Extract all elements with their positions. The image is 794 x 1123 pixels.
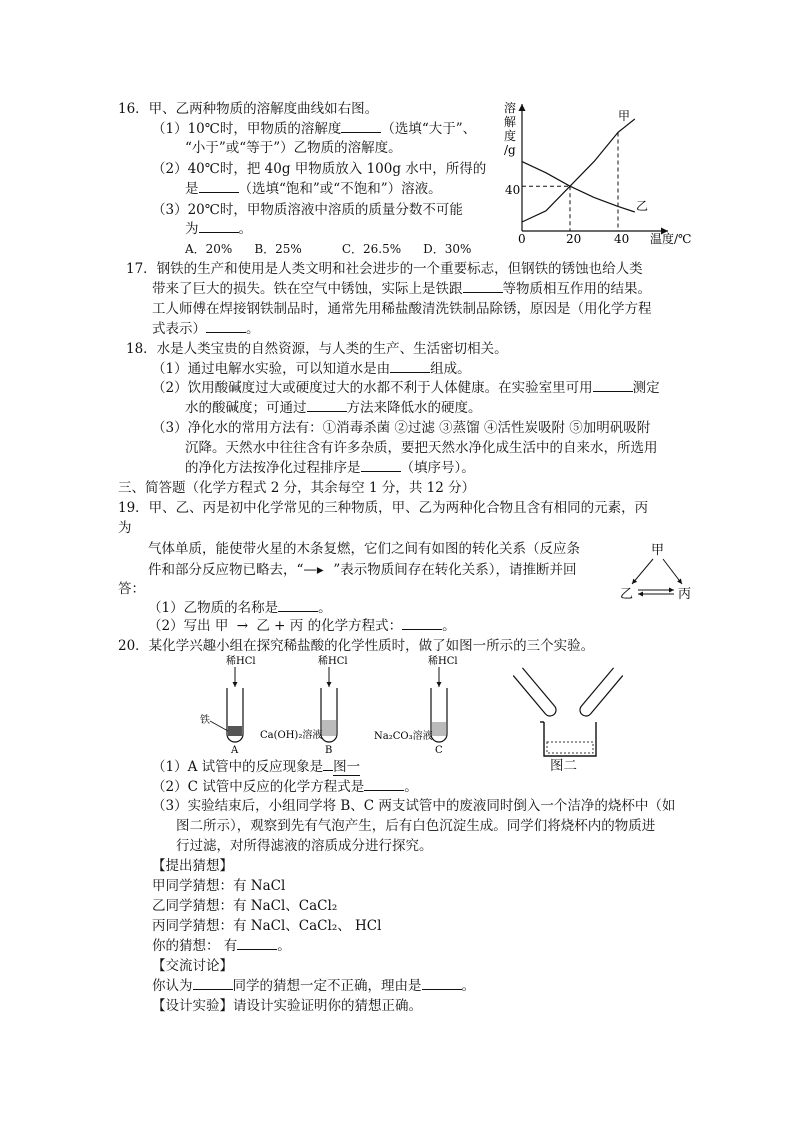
heading-design: 【设计实验】请设计实验证明你的猜想正确。 <box>152 998 422 1014</box>
answer-blank[interactable] <box>402 617 442 630</box>
q18-part2-cont: 水的酸碱度；可通过 方法来降低水的硬度。 <box>185 400 482 416</box>
guess-yi: 乙同学猜想：有 NaCl、CaCl₂ <box>152 898 338 914</box>
ylabel-char-3: 度 <box>504 129 517 143</box>
answer-blank[interactable] <box>237 937 277 950</box>
answer-blank[interactable] <box>341 120 381 133</box>
answer-blank[interactable] <box>364 778 404 791</box>
q19-line2: 为 <box>118 520 132 536</box>
tube-b-label: Ca(OH)₂溶液 <box>260 730 323 741</box>
x-tick-0: 0 <box>518 232 526 246</box>
tube-c-label: Na₂CO₃溶液 <box>374 731 433 742</box>
figure-1-caption: 图一 <box>333 759 361 775</box>
arrow-jia-yi <box>632 559 653 584</box>
figure-1-test-tubes <box>190 654 470 760</box>
answer-blank[interactable] <box>193 977 233 990</box>
section-3-heading: 三、简答题（化学方程式 2 分，其余每空 1 分，共 12 分） <box>118 480 476 496</box>
tube-a-letter: A <box>231 745 239 756</box>
ylabel-char-1: 溶 <box>504 101 517 115</box>
q17-line4: 式表示） 。 <box>152 321 260 337</box>
q20-part2: （2）C 试管中反应的化学方程式是 。 <box>152 779 418 795</box>
q16-part3: （3）20℃时，甲物质溶液中溶质的质量分数不可能 <box>152 202 463 218</box>
q19-part2: （2）写出 甲 → 乙 + 丙 的化学方程式： 。 <box>148 618 456 634</box>
series-label-jia: 甲 <box>618 109 631 123</box>
answer-blank[interactable] <box>463 280 503 293</box>
answer-blank[interactable] <box>593 379 633 392</box>
node-yi: 乙 <box>620 587 634 602</box>
q16-options <box>185 240 493 258</box>
figure-2-caption: 图二 <box>550 758 577 774</box>
xlabel: 温度/℃ <box>650 232 692 246</box>
q16-part3-cont: 为 。 <box>185 221 252 237</box>
option-b[interactable]: B．25% <box>254 242 302 256</box>
solution-b <box>322 720 336 736</box>
q16-part1-cont: “小于”或“等于”）乙物质的溶解度。 <box>185 140 402 156</box>
node-jia: 甲 <box>651 543 665 558</box>
q17-line2: 带来了巨大的损失。铁在空气中锈蚀，实际上是铁跟 等物质相互作用的结果。 <box>152 281 651 297</box>
q18-part3-cont1: 沉降。天然水中往往含有许多杂质，要把天然水净化成生活中的自来水，所选用 <box>185 440 658 456</box>
arrow-jia-bing <box>663 559 682 584</box>
q16-part2: （2）40℃时，把 40g 甲物质放入 100g 水中，所得的 <box>152 161 487 177</box>
heading-hypothesis: 【提出猜想】 <box>152 858 233 874</box>
reagent-label-a: 稀HCl <box>226 656 256 667</box>
q17-line3: 工人师傅在焊接钢铁制品时，通常先用稀盐酸清洗铁制品除锈，原因是（用化学方程 <box>152 301 652 317</box>
answer-blank[interactable] <box>199 180 239 193</box>
answer-blank[interactable] <box>199 220 239 233</box>
reagent-label-b: 稀HCl <box>318 656 348 667</box>
precipitate <box>547 742 593 753</box>
q18-stem: 18．水是人类宝贵的自然资源，与人类的生产、生活密切相关。 <box>126 341 508 357</box>
q16-stem: 16．甲、乙两种物质的溶解度曲线如右图。 <box>118 101 379 117</box>
heading-discussion: 【交流讨论】 <box>152 958 233 974</box>
guess-bing: 丙同学猜想：有 NaCl、CaCl₂、 HCl <box>152 918 382 934</box>
option-a[interactable]: A．20% <box>185 242 233 256</box>
q18-part1: （1）通过电解水实验，可以知道水是由 组成。 <box>152 361 471 377</box>
tilted-tube-right <box>578 668 623 719</box>
iron-pieces <box>228 726 242 736</box>
conversion-diagram <box>618 540 698 602</box>
series-label-yi: 乙 <box>636 199 649 213</box>
guess-yours: 你的猜想： 有 。 <box>152 938 291 954</box>
q16-part1: （1）10℃时，甲物质的溶解度 （选填“大于”、 <box>152 121 477 137</box>
q18-part2: （2）饮用酸碱度过大或硬度过大的水都不利于人体健康。在实验室里可用 测定 <box>152 380 660 396</box>
y-tick-40: 40 <box>505 183 521 197</box>
q19-line5: 答： <box>118 581 145 597</box>
q20-part3-cont1: 图二所示），观察到先有气泡产生，后有白色沉淀生成。同学们将烧杯内的物质进 <box>176 818 656 834</box>
solubility-chart <box>500 98 700 248</box>
ylabel-char-4: /g <box>504 143 516 157</box>
answer-blank[interactable] <box>307 399 347 412</box>
q20-part3: （3）实验结束后，小组同学将 B、C 两支试管中的废液同时倒入一个洁净的烧杯中（如 <box>152 798 676 814</box>
arrow-symbol: —▸ <box>303 562 324 578</box>
tube-b-letter: B <box>325 745 333 756</box>
x-tick-40: 40 <box>614 232 630 246</box>
node-bing: 丙 <box>678 587 692 602</box>
q18-part3: （3）净化水的常用方法有：①消毒杀菌 ②过滤 ③蒸馏 ④活性炭吸附 ⑤加明矾吸附 <box>152 420 651 436</box>
q20-part1: （1）A 试管中的反应现象是 图一 <box>152 759 361 775</box>
q20-part3-cont2: 行过滤，对所得滤液的溶质成分进行探究。 <box>176 838 433 854</box>
q17-line1: 17．钢铁的生产和使用是人类文明和社会进步的一个重要标志，但钢铁的锈蚀也给人类 <box>126 261 643 277</box>
option-d[interactable]: D．30% <box>423 242 472 256</box>
answer-blank[interactable] <box>278 599 318 612</box>
x-tick-20: 20 <box>566 232 582 246</box>
ylabel-char-2: 解 <box>504 115 517 129</box>
q16-part2-cont: 是 （选填“饱和”或“不饱和”）溶液。 <box>185 181 442 197</box>
q19-line1: 19．甲、乙、丙是初中化学常见的三种物质，甲、乙为两种化合物且含有相同的元素，丙 <box>118 500 649 516</box>
discussion-line: 你认为 同学的猜想一定不正确，理由是 。 <box>152 978 475 994</box>
answer-blank[interactable] <box>361 459 401 472</box>
solution-c <box>432 722 446 736</box>
guess-jia: 甲同学猜想：有 NaCl <box>152 878 286 894</box>
q19-part1: （1）乙物质的名称是 。 <box>148 600 332 616</box>
option-c[interactable]: C．26.5% <box>341 242 402 256</box>
tube-a-label: 铁 <box>200 715 210 726</box>
tilted-tube-left <box>513 668 558 719</box>
q19-line3: 气体单质，能使带火星的木条复燃，它们之间有如图的转化关系（反应条 <box>148 541 580 557</box>
reagent-label-c: 稀HCl <box>428 656 458 667</box>
tube-c-letter: C <box>435 745 443 756</box>
answer-blank[interactable] <box>422 977 462 990</box>
q18-part3-cont2: 的净化方法按净化过程排序是 （填序号）。 <box>185 460 475 476</box>
q20-stem: 20．某化学兴趣小组在探究稀盐酸的化学性质时，做了如图一所示的三个实验。 <box>118 638 595 654</box>
answer-blank[interactable] <box>206 320 246 333</box>
arrow-symbol: → <box>236 618 249 634</box>
answer-blank[interactable] <box>390 360 430 373</box>
q19-line4: 件和部分反应物已略去，“—▸ ”表示物质间存在转化关系），请推断并回 <box>148 562 577 578</box>
